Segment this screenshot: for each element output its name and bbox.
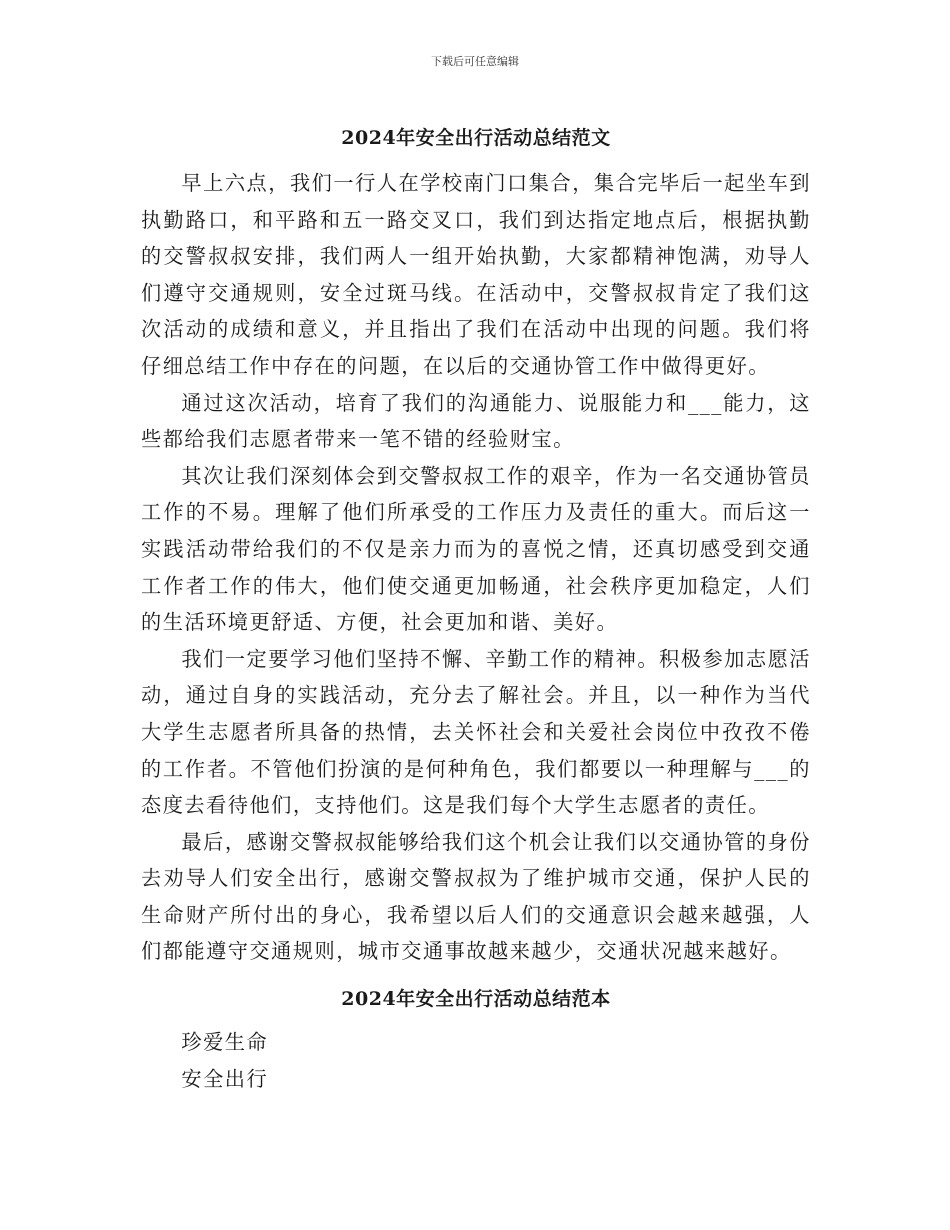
article-title-2: 2024年安全出行活动总结范本 [341,988,611,1011]
paragraph: 我们一定要学习他们坚持不懈、辛勤工作的精神。积极参加志愿活动，通过自身的实践活动，充分去了解社会。并且，以一种作为当代大学生志愿者所具备的热情，去关怀社会和关爱社会岗位中孜孜不倦的工作者。不管他们扮演的是何种角色，我们都要以一种理解与___的态度去看待他们，支持他们。这是我们每个大学生志愿者的责任。 [141,646,811,818]
document-body [141,126,811,1097]
article-title: 2024年安全出行活动总结范文 [341,127,611,149]
paragraph: 其次让我们深刻体会到交警叔叔工作的艰辛，作为一名交通协管员工作的不易。理解了他们所承受的工作压力及责任的重大。而后这一实践活动带给我们的不仅是亲力而为的喜悦之情，还真切感受到交通工作者工作的伟大，他们使交通更加畅通，社会秩序更加稳定，人们的生活环境更舒适、方便，社会更加和谐、美好。 [141,463,811,635]
slogan-line: 安全出行 [181,1066,269,1091]
paragraph: 通过这次活动，培育了我们的沟通能力、说服能力和___能力，这些都给我们志愿者带来一笔不错的经验财宝。 [141,390,811,452]
paragraph: 早上六点，我们一行人在学校南门口集合，集合完毕后一起坐车到执勤路口，和平路和五一路交叉口，我们到达指定地点后，根据执勤的交警叔叔安排，我们两人一组开始执勤，大家都精神饱满，劝导人们遵守交通规则，安全过斑马线。在活动中，交警叔叔肯定了我们这次活动的成绩和意义，并且指出了我们在活动中出现的问题。我们将仔细总结工作中存在的问题，在以后的交通协管工作中做得更好。 [141,171,811,378]
header-note: 下载后可任意编辑 [431,55,519,68]
slogan-line: 珍爱生命 [181,1030,269,1055]
paragraph: 最后，感谢交警叔叔能够给我们这个机会让我们以交通协管的身份去劝导人们安全出行，感谢交警叔叔为了维护城市交通，保护人民的生命财产所付出的身心，我希望以后人们的交通意识会越来越强，人们都能遵守交通规则，城市交通事故越来越少，交通状况越来越好。 [141,829,811,964]
